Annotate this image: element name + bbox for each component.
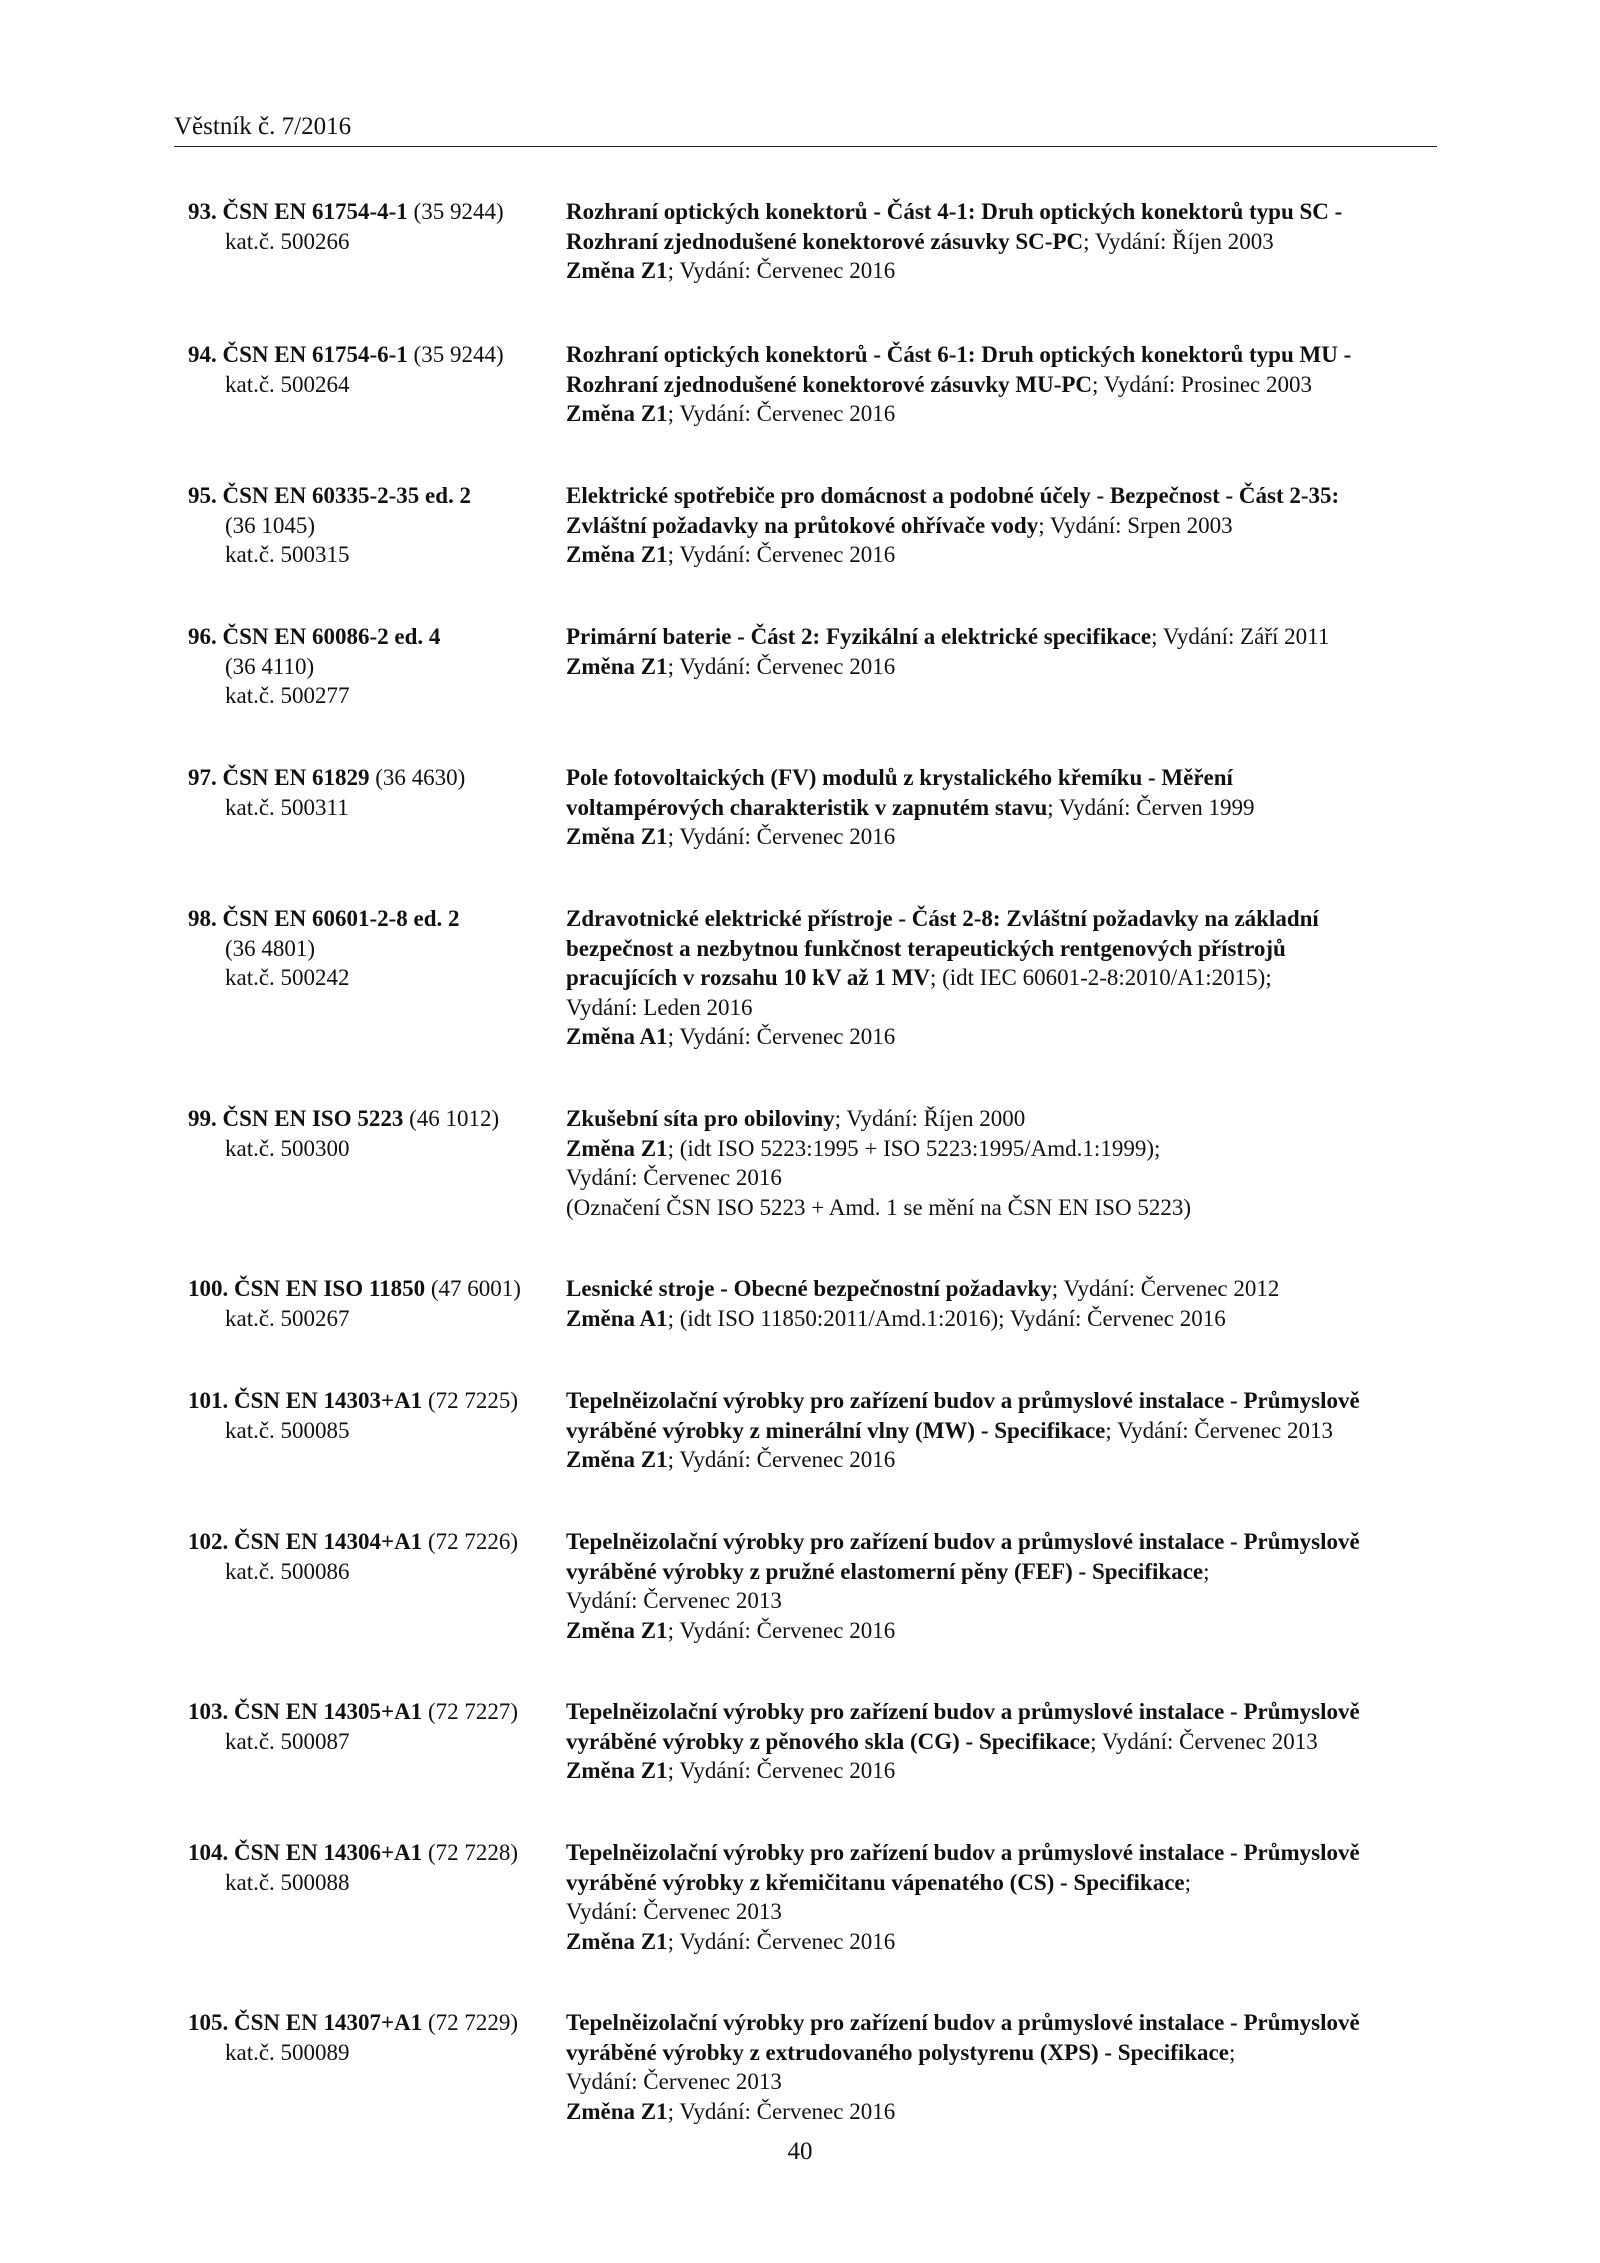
description-line xyxy=(566,934,1446,964)
standard-code-line xyxy=(188,197,558,227)
bold-text: Změna Z1 xyxy=(566,542,668,567)
text: (72 7229) xyxy=(422,2010,519,2035)
description-line xyxy=(566,993,1446,1023)
standard-code-line xyxy=(188,1104,558,1134)
text: Vydání: Červenec 2013 xyxy=(566,1588,782,1613)
standard-catalog-line xyxy=(188,1304,558,1334)
standard-code-column xyxy=(188,1386,558,1445)
bold-text: Rozhraní optických konektorů - Část 4-1: Druh optických konektorů typu SC - xyxy=(566,199,1343,224)
standard-description-column xyxy=(566,481,1446,570)
description-line xyxy=(566,2038,1446,2068)
bold-text: Tepelněizolační výrobky pro zařízení budov a průmyslové instalace - Průmyslově xyxy=(566,1388,1360,1413)
standard-catalog-line xyxy=(188,1134,558,1164)
text: ; Vydání: Srpen 2003 xyxy=(1038,512,1233,538)
description-line xyxy=(566,1557,1446,1587)
text: (47 6001) xyxy=(425,1276,521,1301)
description-line xyxy=(566,399,1446,429)
bold-text: Změna A1 xyxy=(566,1305,668,1331)
text: ; Vydání: Červenec 2016 xyxy=(667,824,896,849)
description-line xyxy=(566,1386,1446,1416)
bold-text: Pole fotovoltaických (FV) modulů z krystalického křemíku - Měření xyxy=(566,765,1233,790)
text: Vydání: Červenec 2013 xyxy=(566,2069,782,2094)
bold-text: pracujících v rozsahu 10 kV až 1 MV xyxy=(566,965,930,990)
text: ; Vydání: Červenec 2013 xyxy=(1090,1728,1318,1754)
text: kat.č. 500267 xyxy=(225,1305,350,1331)
description-line xyxy=(566,2008,1446,2038)
bold-text: 99. xyxy=(188,1106,223,1131)
standard-code-column xyxy=(188,763,558,822)
text: kat.č. 500088 xyxy=(225,1869,350,1895)
standard-code-line xyxy=(188,1386,558,1416)
bold-text: vyráběné výrobky z pěnového skla (CG) - Specifikace xyxy=(566,1728,1091,1754)
text: (72 7226) xyxy=(422,1529,519,1554)
text: ; Vydání: Říjen 2000 xyxy=(834,1106,1026,1131)
standard-code-column xyxy=(188,1697,558,1756)
text: ; (idt ISO 5223:1995 + ISO 5223:1995/Amd.1:1999); xyxy=(667,1135,1161,1161)
bold-text: Změna Z1 xyxy=(566,1135,668,1161)
bold-text: Rozhraní zjednodušené konektorové zásuvky SC-PC xyxy=(566,228,1084,254)
bold-text: ČSN EN 61829 xyxy=(222,765,370,790)
standard-code-column xyxy=(188,340,558,399)
text: ; Vydání: Červenec 2016 xyxy=(667,258,896,283)
standard-catalog-line xyxy=(188,681,558,711)
text: ; Vydání: Říjen 2003 xyxy=(1083,228,1274,254)
text: ; Vydání: Září 2011 xyxy=(1151,624,1330,649)
description-line xyxy=(566,1897,1446,1927)
standard-code-line xyxy=(188,763,558,793)
bold-text: 97. xyxy=(188,765,223,790)
standard-code-line xyxy=(188,1838,558,1868)
text: ; xyxy=(1184,1869,1192,1895)
text: (36 4801) xyxy=(225,935,316,961)
text: kat.č. 500315 xyxy=(225,542,350,567)
text: Vydání: Červenec 2016 xyxy=(566,1165,782,1190)
standard-code-line xyxy=(188,2008,558,2038)
text: ; Vydání: Červenec 2016 xyxy=(667,401,896,426)
text: (35 9244) xyxy=(407,342,504,367)
bold-text: Změna Z1 xyxy=(566,653,668,679)
bold-text: Zvláštní požadavky na průtokové ohřívače vody xyxy=(566,512,1039,538)
standard-catalog-line xyxy=(188,370,558,400)
standard-code-column xyxy=(188,1274,558,1333)
description-line xyxy=(566,2067,1446,2097)
bold-text: 101. xyxy=(188,1388,234,1413)
description-line xyxy=(566,1134,1446,1164)
text: ; Vydání: Červenec 2016 xyxy=(667,653,896,679)
description-line xyxy=(566,1697,1446,1727)
bold-text: Zdravotnické elektrické přístroje - Část 2-8: Zvláštní požadavky na základní xyxy=(566,906,1319,931)
standard-catalog-line xyxy=(188,511,558,541)
bold-text: Změna Z1 xyxy=(566,1447,668,1472)
standard-catalog-line xyxy=(188,1557,558,1587)
bold-text: Změna Z1 xyxy=(566,1758,668,1783)
standard-code-line xyxy=(188,622,558,652)
text: (35 9244) xyxy=(407,199,504,224)
standard-code-line xyxy=(188,340,558,370)
standard-code-column xyxy=(188,904,558,993)
bold-text: Změna Z1 xyxy=(566,1928,668,1954)
bold-text: 95. xyxy=(188,483,223,508)
text: ; Vydání: Červenec 2016 xyxy=(667,1447,896,1472)
bold-text: ČSN EN 14306+A1 xyxy=(234,1840,423,1865)
description-line xyxy=(566,763,1446,793)
standard-code-column xyxy=(188,481,558,570)
bold-text: Změna A1 xyxy=(566,1024,668,1049)
standard-code-line xyxy=(188,481,558,511)
bold-text: Tepelněizolační výrobky pro zařízení budov a průmyslové instalace - Průmyslově xyxy=(566,2010,1360,2035)
standard-catalog-line xyxy=(188,1727,558,1757)
text: kat.č. 500087 xyxy=(225,1728,350,1754)
bold-text: ČSN EN 60086-2 ed. 4 xyxy=(222,624,441,649)
text: kat.č. 500277 xyxy=(225,683,350,708)
standard-catalog-line xyxy=(188,540,558,570)
text: ; Vydání: Červenec 2016 xyxy=(667,2098,896,2124)
standard-code-line xyxy=(188,1697,558,1727)
bold-text: Změna Z1 xyxy=(566,2098,668,2124)
bold-text: ČSN EN 60335-2-35 ed. 2 xyxy=(222,483,472,508)
standard-description-column xyxy=(566,1274,1446,1333)
bold-text: Lesnické stroje - Obecné bezpečnostní požadavky xyxy=(566,1276,1052,1301)
description-line xyxy=(566,1868,1446,1898)
bold-text: bezpečnost a nezbytnou funkčnost terapeutických rentgenových přístrojů xyxy=(566,935,1286,961)
text: (72 7228) xyxy=(422,1840,519,1865)
text: (46 1012) xyxy=(403,1106,500,1131)
bold-text: ČSN EN 14307+A1 xyxy=(234,2010,423,2035)
bold-text: ČSN EN 60601-2-8 ed. 2 xyxy=(222,906,460,931)
standard-description-column xyxy=(566,622,1446,681)
standard-catalog-line xyxy=(188,2038,558,2068)
text: (36 4110) xyxy=(225,653,315,679)
description-line xyxy=(566,1586,1446,1616)
text: ; xyxy=(1228,2039,1236,2065)
description-line xyxy=(566,1927,1446,1957)
description-line xyxy=(566,1838,1446,1868)
standard-description-column xyxy=(566,2008,1446,2126)
description-line xyxy=(566,1163,1446,1193)
description-line xyxy=(566,652,1446,682)
bold-text: 104. xyxy=(188,1840,234,1865)
description-line xyxy=(566,2097,1446,2127)
text: ; Vydání: Červenec 2016 xyxy=(667,1024,896,1049)
bold-text: vyráběné výrobky z extrudovaného polystyrenu (XPS) - Specifikace xyxy=(566,2039,1229,2065)
bold-text: Elektrické spotřebiče pro domácnost a podobné účely - Bezpečnost - Část 2-35: xyxy=(566,483,1340,508)
standard-description-column xyxy=(566,1386,1446,1475)
description-line xyxy=(566,1104,1446,1134)
standard-code-column xyxy=(188,1104,558,1163)
standard-code-line xyxy=(188,1527,558,1557)
bold-text: ČSN EN ISO 11850 xyxy=(234,1276,426,1301)
description-line xyxy=(566,481,1446,511)
text: ; Vydání: Červenec 2016 xyxy=(667,1928,896,1954)
description-line xyxy=(566,540,1446,570)
standard-catalog-line xyxy=(188,652,558,682)
bold-text: Zkušební síta pro obiloviny xyxy=(566,1106,835,1131)
bold-text: Změna Z1 xyxy=(566,1617,668,1643)
standard-catalog-line xyxy=(188,227,558,257)
text: ; Vydání: Červenec 2016 xyxy=(667,1758,896,1783)
text: kat.č. 500300 xyxy=(225,1135,350,1161)
page-header-title: Věstník č. 7/2016 xyxy=(174,113,352,140)
standard-description-column xyxy=(566,904,1446,1052)
bold-text: ČSN EN 61754-6-1 xyxy=(222,342,408,367)
bold-text: vyráběné výrobky z křemičitanu vápenatého (CS) - Specifikace xyxy=(566,1869,1185,1895)
text: ; Vydání: Červenec 2013 xyxy=(1105,1417,1333,1443)
bold-text: vyráběné výrobky z pružné elastomerní pěny (FEF) - Specifikace xyxy=(566,1558,1204,1584)
description-line xyxy=(566,822,1446,852)
description-line xyxy=(566,793,1446,823)
description-line xyxy=(566,1756,1446,1786)
text: kat.č. 500311 xyxy=(225,794,349,820)
standard-description-column xyxy=(566,197,1446,286)
text: (72 7225) xyxy=(422,1388,519,1413)
standard-code-column xyxy=(188,2008,558,2067)
page-number: 40 xyxy=(787,2138,813,2165)
description-line xyxy=(566,1193,1446,1223)
text: Vydání: Leden 2016 xyxy=(566,994,753,1020)
bold-text: Tepelněizolační výrobky pro zařízení budov a průmyslové instalace - Průmyslově xyxy=(566,1529,1360,1554)
description-line xyxy=(566,370,1446,400)
text: ; (idt IEC 60601-2-8:2010/A1:2015); xyxy=(929,965,1272,990)
text: ; Vydání: Červenec 2016 xyxy=(667,542,896,567)
bold-text: 94. xyxy=(188,342,223,367)
bold-text: Změna Z1 xyxy=(566,258,668,283)
description-line xyxy=(566,511,1446,541)
text: kat.č. 500266 xyxy=(225,228,350,254)
text: ; Vydání: Červenec 2012 xyxy=(1051,1276,1280,1301)
bold-text: Rozhraní optických konektorů - Část 6-1: Druh optických konektorů typu MU - xyxy=(566,342,1352,367)
standard-code-column xyxy=(188,197,558,256)
standard-catalog-line xyxy=(188,1868,558,1898)
text: ; xyxy=(1203,1558,1210,1584)
bold-text: vyráběné výrobky z minerální vlny (MW) - Specifikace xyxy=(566,1417,1106,1443)
description-line xyxy=(566,1022,1446,1052)
standard-catalog-line xyxy=(188,793,558,823)
standard-code-column xyxy=(188,1527,558,1586)
text: kat.č. 500089 xyxy=(225,2039,350,2065)
standard-description-column xyxy=(566,340,1446,429)
bold-text: ČSN EN 14304+A1 xyxy=(234,1529,423,1554)
bold-text: Tepelněizolační výrobky pro zařízení budov a průmyslové instalace - Průmyslově xyxy=(566,1840,1360,1865)
description-line xyxy=(566,227,1446,257)
bold-text: ČSN EN 61754-4-1 xyxy=(222,199,408,224)
text: Vydání: Červenec 2013 xyxy=(566,1899,782,1924)
description-line xyxy=(566,1527,1446,1557)
bold-text: Změna Z1 xyxy=(566,401,668,426)
standard-description-column xyxy=(566,763,1446,852)
text: (36 1045) xyxy=(225,512,316,538)
description-line xyxy=(566,904,1446,934)
standard-description-column xyxy=(566,1697,1446,1786)
description-line xyxy=(566,963,1446,993)
bold-text: 100. xyxy=(188,1276,234,1301)
description-line xyxy=(566,1416,1446,1446)
text: (Označení ČSN ISO 5223 + Amd. 1 se mění na ČSN EN ISO 5223) xyxy=(566,1194,1191,1220)
text: kat.č. 500242 xyxy=(225,965,350,990)
standard-catalog-line xyxy=(188,934,558,964)
description-line xyxy=(566,1445,1446,1475)
bold-text: ČSN EN 14305+A1 xyxy=(234,1699,423,1724)
bold-text: Tepelněizolační výrobky pro zařízení budov a průmyslové instalace - Průmyslově xyxy=(566,1699,1360,1724)
text: kat.č. 500086 xyxy=(225,1558,350,1584)
bold-text: 103. xyxy=(188,1699,234,1724)
text: kat.č. 500264 xyxy=(225,371,350,397)
description-line xyxy=(566,1727,1446,1757)
standard-description-column xyxy=(566,1838,1446,1956)
text: (36 4630) xyxy=(369,765,466,790)
bold-text: ČSN EN ISO 5223 xyxy=(222,1106,404,1131)
bold-text: 102. xyxy=(188,1529,234,1554)
text: ; Vydání: Červen 1999 xyxy=(1047,794,1255,820)
description-line xyxy=(566,1274,1446,1304)
standard-code-line xyxy=(188,904,558,934)
standard-code-column xyxy=(188,622,558,711)
description-line xyxy=(566,256,1446,286)
bold-text: Primární baterie - Část 2: Fyzikální a elektrické specifikace xyxy=(566,624,1152,649)
text: ; Vydání: Prosinec 2003 xyxy=(1092,371,1313,397)
description-line xyxy=(566,1616,1446,1646)
standard-description-column xyxy=(566,1104,1446,1222)
text: ; Vydání: Červenec 2016 xyxy=(667,1617,896,1643)
bold-text: voltampérových charakteristik v zapnutém stavu xyxy=(566,794,1048,820)
standard-description-column xyxy=(566,1527,1446,1645)
standard-code-column xyxy=(188,1838,558,1897)
standard-code-line xyxy=(188,1274,558,1304)
text: kat.č. 500085 xyxy=(225,1417,350,1443)
description-line xyxy=(566,340,1446,370)
header-divider xyxy=(174,146,1437,147)
bold-text: 98. xyxy=(188,906,223,931)
description-line xyxy=(566,1304,1446,1334)
bold-text: 96. xyxy=(188,624,223,649)
description-line xyxy=(566,622,1446,652)
description-line xyxy=(566,197,1446,227)
standard-catalog-line xyxy=(188,1416,558,1446)
bold-text: 105. xyxy=(188,2010,234,2035)
bold-text: Změna Z1 xyxy=(566,824,668,849)
text: ; (idt ISO 11850:2011/Amd.1:2016); Vydání: Červenec 2016 xyxy=(667,1305,1226,1331)
standard-catalog-line xyxy=(188,963,558,993)
bold-text: ČSN EN 14303+A1 xyxy=(234,1388,423,1413)
bold-text: Rozhraní zjednodušené konektorové zásuvky MU-PC xyxy=(566,371,1093,397)
bold-text: 93. xyxy=(188,199,223,224)
text: (72 7227) xyxy=(422,1699,519,1724)
